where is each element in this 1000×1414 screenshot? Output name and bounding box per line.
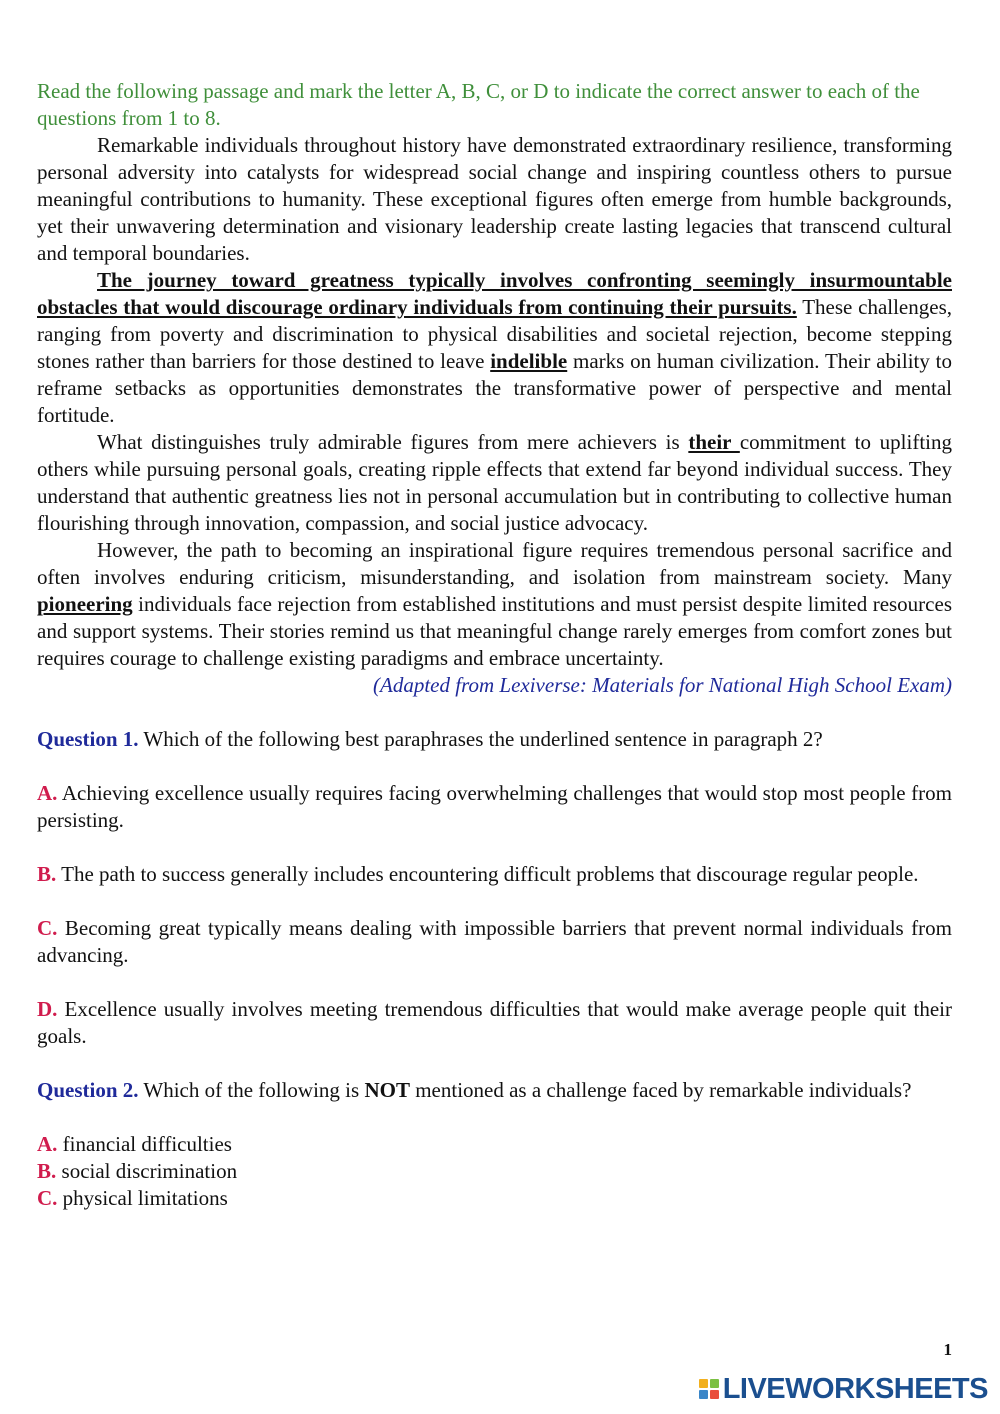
paragraph-2-text-1: These challenges, ranging from poverty and discrimination to physical disabilities and societal rejection, become stepping stones rather than barriers for those destined to leave: [37, 295, 952, 373]
paragraph-2-text-2: marks on human civilization. Their ability to reframe setbacks as opportunities demonstrates the transformative power of perspective and mental fortitude.: [37, 349, 952, 427]
highlighted-word-indelible: indelible: [490, 349, 568, 373]
q2-option-c[interactable]: [37, 1185, 952, 1212]
passage-paragraph-2: [37, 267, 952, 429]
q1-option-d[interactable]: [37, 996, 952, 1050]
question-2-text-before: Which of the following is: [138, 1078, 365, 1102]
q1-option-b-text: The path to success generally includes encountering difficult problems that discourage regular people.: [56, 862, 919, 886]
q1-option-d-text: Excellence usually involves meeting tremendous difficulties that would make average people quit their goals.: [37, 997, 952, 1048]
q1-option-b-letter: B.: [37, 862, 57, 886]
logo-grid-icon: [699, 1379, 719, 1399]
q2-option-c-letter: C.: [37, 1186, 58, 1210]
logo-text: LIVEWORKSHEETS: [722, 1373, 988, 1405]
paragraph-4-text-1: However, the path to becoming an inspirational figure requires tremendous personal sacrifice and often involves enduring criticism, misunderstanding, and isolation from mainstream society. Many: [37, 538, 952, 589]
q1-option-c-text: Becoming great typically means dealing with impossible barriers that prevent normal individuals from advancing.: [37, 916, 952, 967]
underlined-sentence: The journey toward greatness typically involves confronting seemingly insurmountable obstacles that would discourage ordinary individuals from continuing their pursuits.: [37, 268, 952, 319]
question-2-emphasis: NOT: [364, 1078, 410, 1102]
question-2-text-after: mentioned as a challenge faced by remarkable individuals?: [409, 1078, 912, 1102]
logo-square-3: [699, 1390, 708, 1399]
worksheet-page: [37, 78, 952, 1212]
passage-source: (Adapted from Lexiverse: Materials for National High School Exam): [373, 673, 952, 697]
q2-option-a-letter: A.: [37, 1132, 58, 1156]
paragraph-3-text-1: What distinguishes truly admirable figures from mere achievers is: [97, 430, 689, 454]
highlighted-word-their: their: [688, 430, 740, 454]
highlighted-word-pioneering: pioneering: [37, 592, 133, 616]
passage-paragraph-1: Remarkable individuals throughout history have demonstrated extraordinary resilience, transforming personal adversity into catalysts for widespread social change and inspiring countless others to pursue meaningful contributions to humanity. These exceptional figures often emerge from humble backgrounds, yet their unwavering determination and visionary leadership create lasting legacies that transcend cultural and temporal boundaries.: [37, 133, 952, 265]
liveworksheets-logo: [699, 1372, 988, 1406]
question-1-label: Question 1.: [37, 727, 139, 751]
logo-square-2: [710, 1379, 719, 1388]
passage-paragraph-4: [37, 537, 952, 672]
q1-option-c[interactable]: [37, 915, 952, 969]
q2-option-b[interactable]: [37, 1158, 952, 1185]
page-number: 1: [943, 1340, 952, 1359]
question-1-text: Which of the following best paraphrases the underlined sentence in paragraph 2?: [138, 727, 823, 751]
passage-paragraph-3: [37, 429, 952, 537]
instruction-text: Read the following passage and mark the letter A, B, C, or D to indicate the correct answer to each of the questions from 1 to 8.: [37, 79, 920, 130]
question-2: [37, 1077, 952, 1104]
q1-option-d-letter: D.: [37, 997, 58, 1021]
q2-option-b-text: social discrimination: [56, 1159, 238, 1183]
paragraph-4-text-2: individuals face rejection from established institutions and must persist despite limited resources and support systems. Their stories remind us that meaningful change rarely emerges from comfort zones but requires courage to challenge existing paradigms and embrace uncertainty.: [37, 592, 952, 670]
q1-option-a-letter: A.: [37, 781, 58, 805]
q1-option-c-letter: C.: [37, 916, 58, 940]
q1-option-a[interactable]: [37, 780, 952, 834]
q2-option-b-letter: B.: [37, 1159, 57, 1183]
question-2-label: Question 2.: [37, 1078, 139, 1102]
q2-option-c-text: physical limitations: [57, 1186, 228, 1210]
question-1: [37, 726, 952, 753]
paragraph-3-text-2: commitment to uplifting others while pursuing personal goals, creating ripple effects that extend far beyond individual success. They understand that authentic greatness lies not in personal accumulation but in contributing to collective human flourishing through innovation, compassion, and social justice advocacy.: [37, 430, 952, 535]
q2-option-a[interactable]: [37, 1131, 952, 1158]
logo-square-4: [710, 1390, 719, 1399]
q1-option-b[interactable]: [37, 861, 952, 888]
logo-square-1: [699, 1379, 708, 1388]
q1-option-a-text: Achieving excellence usually requires facing overwhelming challenges that would stop most people from persisting.: [37, 781, 952, 832]
q2-option-a-text: financial difficulties: [57, 1132, 232, 1156]
